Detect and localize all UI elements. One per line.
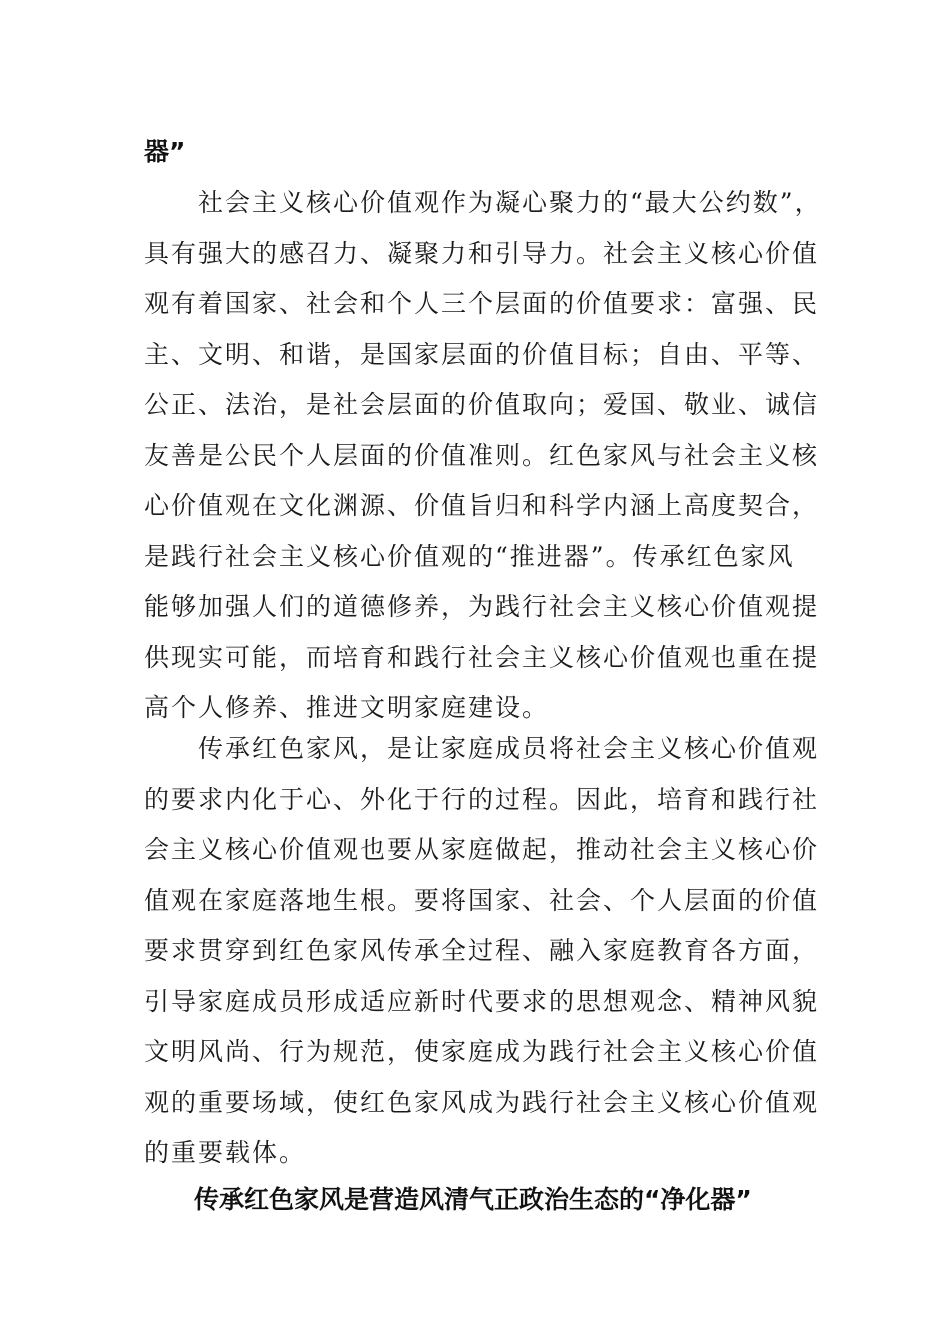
paragraph-line: 观的重要场域，使红色家风成为践行社会主义核心价值观 [144,1087,820,1117]
paragraph-line: 传承红色家风，是让家庭成员将社会主义核心价值观 [198,734,820,763]
paragraph-line: 引导家庭成员形成适应新时代要求的思想观念、精神风貌 [144,986,820,1016]
paragraph-line: 会主义核心价值观也要从家庭做起，推动社会主义核心价 [144,835,820,864]
paragraph-line: 主、文明、和谐，是国家层面的价值目标；自由、平等、 [144,339,820,369]
paragraph-line: 高个人修养、推进文明家庭建设。 [144,693,550,722]
paragraph-line: 社会主义核心价值观作为凝心聚力的“最大公约数”， [198,188,822,217]
paragraph-core-values [144,178,822,734]
paragraph-line: 供现实可能，而培育和践行社会主义核心价值观也重在提 [144,642,820,672]
paragraph-line: 公正、法治，是社会层面的价值取向；爱国、敬业、诚信 [144,390,820,419]
paragraph-line: 值观在家庭落地生根。要将国家、社会、个人层面的价值 [144,885,820,915]
paragraph-line: 心价值观在文化渊源、价值旨归和科学内涵上高度契合， [144,491,820,520]
paragraph-line: 具有强大的感召力、凝聚力和引导力。社会主义核心价值 [144,238,820,268]
section-heading-next: 传承红色家风是营造风清气正政治生态的“净化器” [194,1185,752,1214]
paragraph-line: 的要求内化于心、外化于行的过程。因此，培育和践行社 [144,784,820,814]
paragraph-line: 友善是公民个人层面的价值准则。红色家风与社会主义核 [144,440,820,470]
paragraph-line: 观有着国家、社会和个人三个层面的价值要求：富强、民 [144,289,820,318]
paragraph-line: 要求贯穿到红色家风传承全过程、融入家庭教育各方面， [144,936,820,965]
paragraph-line: 是践行社会主义核心价值观的“推进器”。传承红色家风 [144,541,795,571]
paragraph-line: 能够加强人们的道德修养，为践行社会主义核心价值观提 [144,592,820,621]
paragraph-family-tradition [144,724,820,1179]
section-heading-continued: 器” [144,137,186,166]
paragraph-line: 的重要载体。 [144,1138,307,1167]
paragraph-line: 文明风尚、行为规范，使家庭成为践行社会主义核心价值 [144,1037,820,1066]
